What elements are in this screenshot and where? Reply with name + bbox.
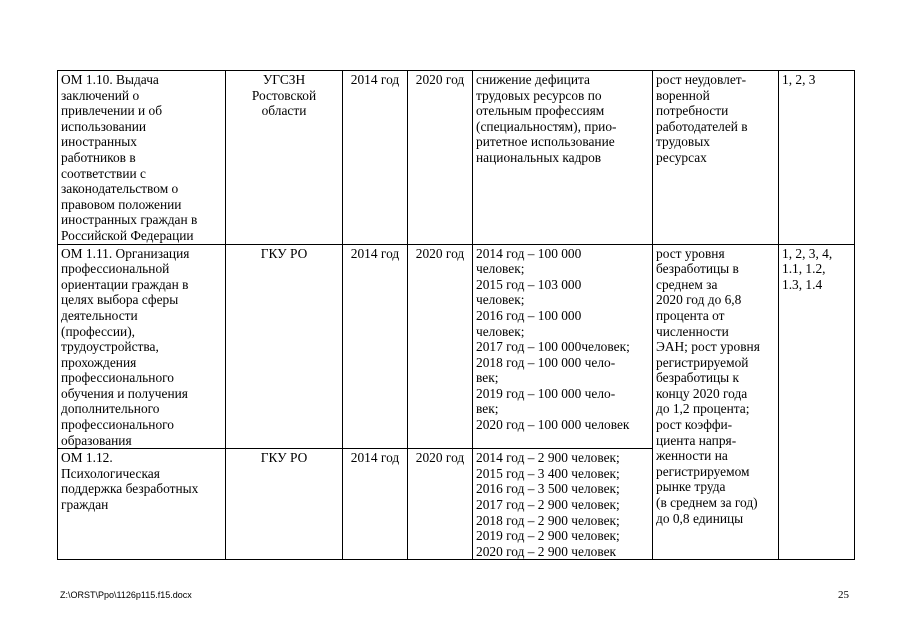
executor-cell: ГКУ РО	[226, 244, 343, 449]
document-path: Z:\ORST\Ppo\1126p115.f15.docx	[60, 590, 192, 600]
measure-cell: ОМ 1.10. Выдача заключений о привлечении и об использовании иностранных работников в соответствии с законодательством о правовом положении иностранных граждан в Российской Федерации	[58, 71, 226, 245]
expected-result-cell: снижение дефицита трудовых ресурсов по отельным профессиям (специальностям), прио- ритетное использование национальных кадров	[473, 71, 653, 245]
consequence-cell: рост неудовлет- воренной потребности работодателей в трудовых ресурсах	[653, 71, 779, 245]
indicator-links-cell: 1, 2, 3, 4, 1.1, 1.2, 1.3, 1.4	[779, 244, 855, 560]
start-year-cell: 2014 год	[343, 71, 408, 245]
expected-result-cell: 2014 год – 100 000 человек; 2015 год – 103 000 человек; 2016 год – 100 000 человек; 2017 год – 100 000человек; 2018 год – 100 000 чело- век; 2019 год – 100 000 чело- век; 2020 год – 100 000 человек	[473, 244, 653, 449]
consequence-cell: рост уровня безработицы в среднем за 2020 год до 6,8 процента от численности ЭАН; рост уровня регистрируемой безработицы к концу 2020 года до 1,2 процента; рост коэффи- циента напря- женности на регистрируемом рынке труда (в среднем за год) до 0,8 единицы	[653, 244, 779, 560]
start-year-cell: 2014 год	[343, 449, 408, 560]
page-number: 25	[838, 589, 849, 601]
end-year-cell: 2020 год	[408, 244, 473, 449]
measure-cell: ОМ 1.12. Психологическая поддержка безработных граждан	[58, 449, 226, 560]
table-row	[58, 71, 855, 245]
executor-cell: УГСЗН Ростовской области	[226, 71, 343, 245]
executor-cell: ГКУ РО	[226, 449, 343, 560]
table-row	[58, 244, 855, 449]
end-year-cell: 2020 год	[408, 449, 473, 560]
measure-cell: ОМ 1.11. Организация профессиональной ориентации граждан в целях выбора сферы деятельности (профессии), трудоустройства, прохождения профессионального обучения и получения дополнительного профессионального образования	[58, 244, 226, 449]
expected-result-cell: 2014 год – 2 900 человек; 2015 год – 3 400 человек; 2016 год – 3 500 человек; 2017 год – 2 900 человек; 2018 год – 2 900 человек; 2019 год – 2 900 человек; 2020 год – 2 900 человек	[473, 449, 653, 560]
measures-table	[57, 70, 855, 560]
indicator-links-cell: 1, 2, 3	[779, 71, 855, 245]
end-year-cell: 2020 год	[408, 71, 473, 245]
start-year-cell: 2014 год	[343, 244, 408, 449]
